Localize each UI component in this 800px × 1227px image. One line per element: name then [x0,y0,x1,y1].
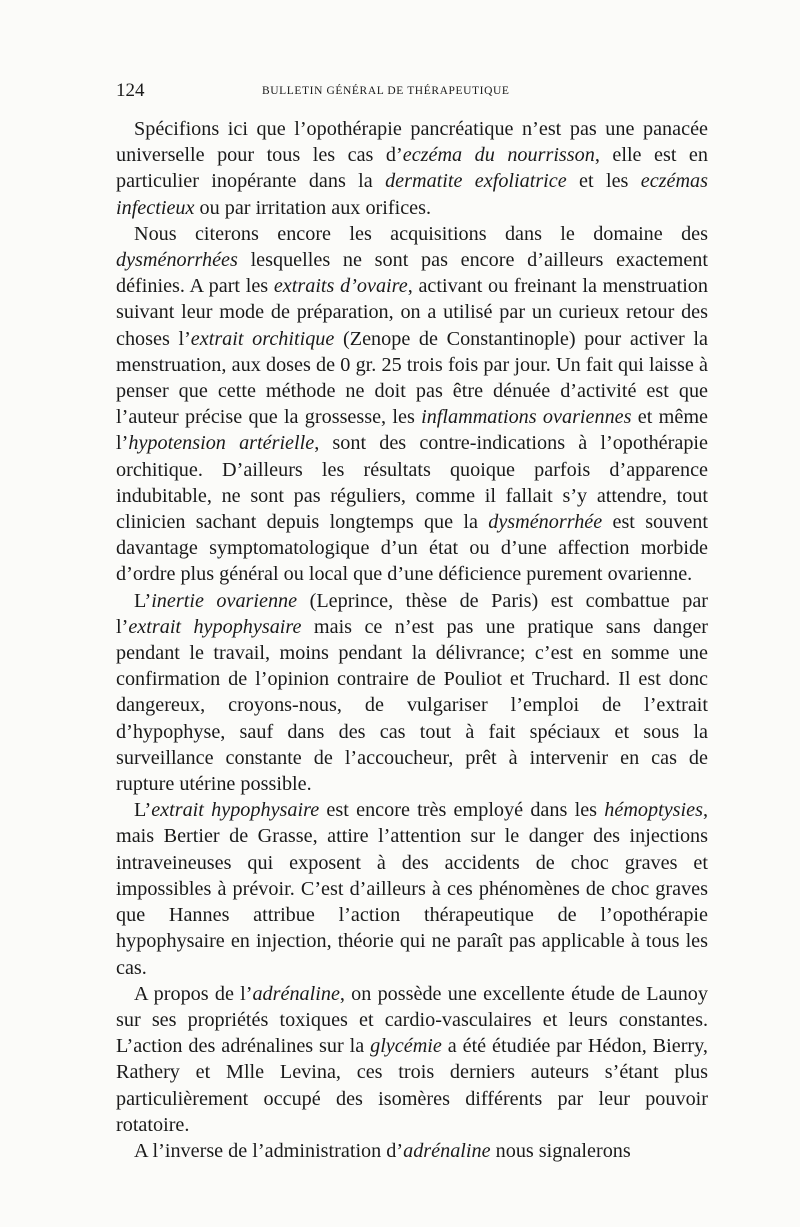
page-number: 124 [116,80,145,101]
text-run: , elle est en particulier inopérante dans la [116,144,708,193]
text-run: , sont des contre-indications à l’opothérapie orchitique. D’ailleurs les résultats quoique parfois d’apparence indubitable, ne sont pas réguliers, comme il fallait s’y attendre, tout clinicien sachant depuis longtemps que la [116,432,708,534]
italic-text: eczémas infectieux [116,170,708,219]
paragraph [116,588,708,798]
italic-text: dermatite exfoliatrice [385,170,567,193]
body-text [116,116,708,1164]
text-run: Nous citerons encore les acquisitions dans le domaine des [134,222,708,245]
italic-text: glycémie [370,1035,442,1058]
text-run: A l’inverse de l’administration d’ [134,1139,404,1162]
text-run: L’ [134,799,152,822]
paragraph [116,1138,708,1164]
text-run: a été étudiée par Hédon, Bierry, Rathery et Mlle Levina, ces trois derniers auteurs s’étant plus particulièrement occupé des isomères différents par leur pouvoir rotatoire. [116,1035,708,1136]
text-run: A propos de l’ [134,982,253,1005]
text-run: et les [566,170,641,193]
text-run: , on possède une excellente étude de Launoy sur ses propriétés toxiques et cardio-vasculaires et leurs constantes. L’action des adrénalines sur la [116,982,708,1058]
text-run: mais ce n’est pas une pratique sans danger pendant le travail, moins pendant la délivrance; c’est en somme une confirmation de l’opinion contraire de Pouliot et Truchard. Il est donc dangereux, croyons-nous, de vulgariser l’emploi de l’extrait d’hypophyse, sauf dans des cas tout à fait spéciaux et sous la surveillance constante de l’accoucheur, prêt à intervenir en cas de rupture utérine possible. [116,615,708,796]
text-run: est encore très employé dans les [319,799,605,822]
page-header [116,82,706,106]
text-run: , activant ou freinant la menstruation suivant leur mode de préparation, on a utilisé par un curieux retour des choses l’ [116,275,708,350]
paragraph [116,116,708,221]
italic-text: extrait orchitique [190,327,335,350]
text-run: nous signalerons [490,1139,631,1162]
italic-text: eczéma du nourrisson [402,144,595,167]
italic-text: extrait hypophysaire [128,615,302,638]
text-run: et même l’ [116,406,708,455]
text-run: Spécifions ici que l’opothérapie pancréatique n’est pas une panacée universelle pour tous les cas d’ [116,118,708,167]
paragraph [116,221,708,588]
text-run: est souvent davantage symptomatologique d’un état ou d’une affection morbide d’ordre plus général ou local que d’une déficience purement ovarienne. [116,511,708,586]
italic-text: inertie ovarienne [151,589,298,612]
text-run: (Leprince, thèse de Paris) est combattue par l’ [116,589,708,638]
italic-text: dysménorrhées [116,249,238,272]
italic-text: extrait hypophysaire [151,799,320,822]
italic-text: hémoptysies [604,799,703,822]
italic-text: adrénaline [403,1139,491,1162]
paragraph [116,797,708,980]
italic-text: inflammations ovariennes [421,406,632,429]
italic-text: dysménorrhée [488,511,603,534]
italic-text: adrénaline [252,982,340,1005]
running-head: BULLETIN GÉNÉRAL DE THÉRAPEUTIQUE [262,85,510,97]
text-run: ou par irritation aux orifices. [194,196,432,219]
text-run: , mais Bertier de Grasse, attire l’attention sur le danger des injections intraveineuses qui exposent à des accidents de choc graves et impossibles à prévoir. C’est d’ailleurs à ces phénomènes de choc graves que Hannes attribue l’action thérapeutique de l’opothérapie hypophysaire en injection, théorie qui ne paraît pas applicable à tous les cas. [116,799,708,979]
italic-text: hypotension artérielle [128,432,315,455]
text-run: L’ [134,589,152,612]
text-run: lesquelles ne sont pas encore d’ailleurs exactement définies. A part les [116,249,708,298]
italic-text: extraits d’ovaire [273,275,408,298]
paragraph [116,981,708,1138]
text-run: (Zenope de Constantinople) pour activer la menstruation, aux doses de 0 gr. 25 trois fois par jour. Un fait qui laisse à penser que cette méthode ne doit pas être dénuée d’activité est que l’auteur précise que la grossesse, les [116,327,708,429]
